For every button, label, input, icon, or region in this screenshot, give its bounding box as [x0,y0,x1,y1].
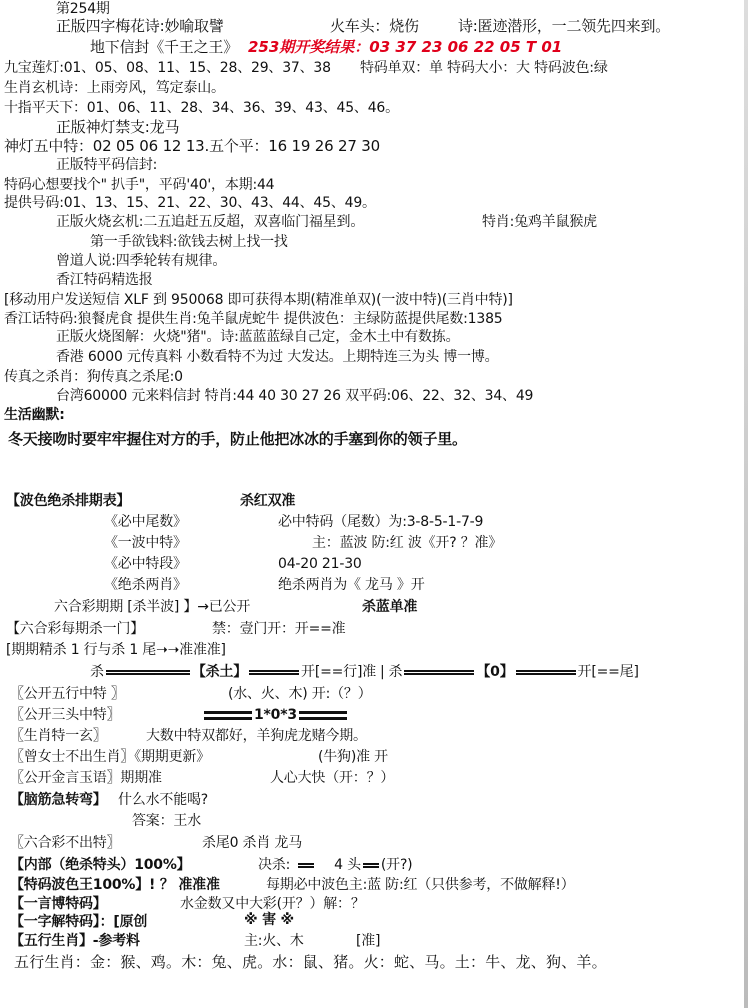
pingma-line: 正版特平码信封: [56,157,158,173]
teduan-value: 04-20 21-30 [278,556,362,572]
double-bar [249,670,299,675]
triple-bar [299,711,347,720]
lottery-result: 253期开奖结果：03 37 23 06 22 05 T 01 [248,38,563,56]
poem-right: 诗:匿迹潜形，一二领先四来到。 [458,17,671,35]
texiao-line: 特肖:兔鸡羊鼠猴虎 [482,214,597,230]
buchu-value: 杀尾0 杀肖 龙马 [202,835,303,851]
jinmen-value: 禁：壹门开：开==准 [212,621,346,637]
poem-mid: 火车头：烧伤 [330,17,419,35]
issue-number: 第254期 [56,1,110,17]
neibu-row [258,856,412,874]
diyi-line: 第一手欲钱料:欲钱去树上找一找 [90,234,288,250]
wuxing-list: 五行生肖：金：猴、鸡。木：兔、虎。水：鼠、猪。火：蛇、马。土：牛、龙、狗、羊。 [14,953,607,971]
santou-value: 1*0*3 [254,707,297,723]
sha-zero: 【0】 [476,664,514,680]
sha-kai-1: 开[==行]准 [301,664,377,680]
tigong-line: 提供号码:01、13、15、21、22、30、43、44、45、49。 [4,195,376,211]
jinyan-value: 人心大快（开：？） [270,770,395,786]
naojin-label: 【脑筋急转弯】 [10,792,107,808]
poem-left: 正版四字梅花诗:妙喻取譬 [56,17,224,35]
sha-kai-2: 开[==尾] [577,664,639,680]
teduan-label: 《必中特段》 [104,556,187,572]
texiao-yixuan-label: 〖生肖特一玄〗 [10,728,107,744]
huoshao-line: 正版火烧玄机:二五追赶五反超，双喜临门福星到。 [56,214,365,230]
neibu-label: 【内部（绝杀特头）100%】 [10,857,191,873]
neibu-value-2: 4 头 [334,857,361,873]
jinyan-label: 〖公开金言玉语〗期期准 [10,770,162,786]
wuxing-label: 〖公开五行中特 〗 [10,686,125,702]
sha-row [90,663,639,681]
taiwan-line: 台湾60000 元来料信封 特肖:44 40 30 27 26 双平码:06、22、32、34、49 [56,388,534,404]
shenghuo-label: 生活幽默: [4,407,65,423]
chuanzhen-line: 传真之杀肖：狗传真之杀尾:0 [4,369,183,385]
santou-label: 〖公开三头中特〗 [10,707,121,723]
double-bar [298,863,314,868]
secret-letter: 地下信封《千王之王》 [90,38,239,56]
double-bar [363,863,379,868]
shendeng-line: 神灯五中特：02 05 06 12 13.五个平：16 19 26 27 30 [4,137,380,155]
xinxiang-line: 特码心想要找个" 扒手"，平码'40'，本期:44 [4,177,275,193]
sha-left: 杀 [90,664,104,680]
wuxing-sx-zhun: [准] [356,933,381,949]
zengnv-value: (牛狗)准 开 [318,749,388,765]
yizi-label: 【一字解特码】：[原创 [10,914,148,930]
double-bar [404,670,474,675]
juesha-value: 绝杀两肖为《 龙马 》开 [278,577,425,593]
santou-row [202,706,349,724]
triple-bar [204,711,252,720]
neibu-value-3: (开?) [380,857,413,873]
juesha-label: 《绝杀两肖》 [104,577,187,593]
yidong-line: [移动用户发送短信 XLF 到 950068 即可获得本期(精准单双)(一波中特)(三肖中特)] [4,292,513,308]
shayimen-label: 【六合彩每期杀一门】 [6,621,144,637]
bose-wang-label: 【特码波色王100%】! ？ 准准准 [10,877,220,893]
shahong-label: 杀红双准 [240,493,296,509]
wuxing-value: (水、火、木) 开:（？） [228,686,372,702]
bizhong-weishu-value: 必中特码（尾数）为:3-8-5-1-7-9 [278,514,484,530]
jiubao-tail: 特码单双：单 特码大小：大 特码波色:绿 [360,60,608,76]
joke-text: 冬天接吻时要牢牢握住对方的手，防止他把冰冰的手塞到你的领子里。 [8,430,467,448]
cengdao-line: 曾道人说:四季轮转有规律。 [56,253,227,269]
yizi-value: ※ 害 ※ [244,912,294,928]
yibo-value: 主：蓝波 防:红 波《开? ？准》 [312,535,503,551]
qiqijing-label: [期期精杀 1 行与杀 1 尾➝➝准准准] [6,642,226,658]
page-edge-shadow [744,0,748,1008]
jinji-line: 正版神灯禁支:龙马 [56,118,180,136]
buchu-label: 〖六合彩不出特〗 [10,835,121,851]
huoshao-tu-line: 正版火烧图解：火烧"猪"。诗:蓝蓝蓝绿自己定，金木土中有数拣。 [56,329,460,345]
sha-tu: 【杀土】 [191,664,248,680]
zengnv-label: 〖曾女士不出生肖〗《期期更新》 [10,749,210,765]
bose-wang-value: 每期必中波色主:蓝 防:红（只供参考，不做解释!） [266,877,575,893]
yiyan-label: 【一言博特码】 [10,896,107,912]
naojin-answer: 答案：王水 [132,813,201,829]
wuxing-sx-label: 【五行生肖】-参考料 [10,933,140,949]
yiyan-value: 水金数又中大彩(开？）解：？ [180,896,365,912]
texiao-yixuan-value: 大数中特双都好，羊狗虎龙赌今期。 [146,728,367,744]
shalan-label: 杀蓝单准 [362,599,418,615]
xianggang-hua-line: 香江话特码:狼餐虎食 提供生肖:兔羊鼠虎蛇牛 提供波色：主绿防蓝提供尾数:1385 [4,311,503,327]
double-bar [516,670,576,675]
shengxiao-poem: 生肖玄机诗：上雨旁风，笃定泰山。 [4,80,225,96]
divider-mark: | [380,664,385,680]
double-bar [106,670,190,675]
jiubao-line: 九宝莲灯:01、05、08、11、15、28、29、37、38 [4,60,331,76]
liuhe-qi-label: 六合彩期期 [杀半波] 】→已公开 [54,599,251,615]
xg6000-line: 香港 6000 元传真料 小数看特不为过 大发达。上期特连三为头 博一博。 [56,349,499,365]
xiangjiang-line: 香江特码精选报 [56,272,153,288]
bose-title: 【波色绝杀排期表】 [6,493,131,509]
yibo-label: 《一波中特》 [104,535,187,551]
neibu-value: 决杀: [258,857,291,873]
sha-mid: 杀 [388,664,403,680]
shizhi-line: 十指平天下：01、06、11、28、34、36、39、43、45、46。 [4,100,399,116]
wuxing-sx-value: 主:火、木 [244,933,304,949]
naojin-question: 什么水不能喝? [118,792,209,808]
bizhong-weishu-label: 《必中尾数》 [104,514,187,530]
